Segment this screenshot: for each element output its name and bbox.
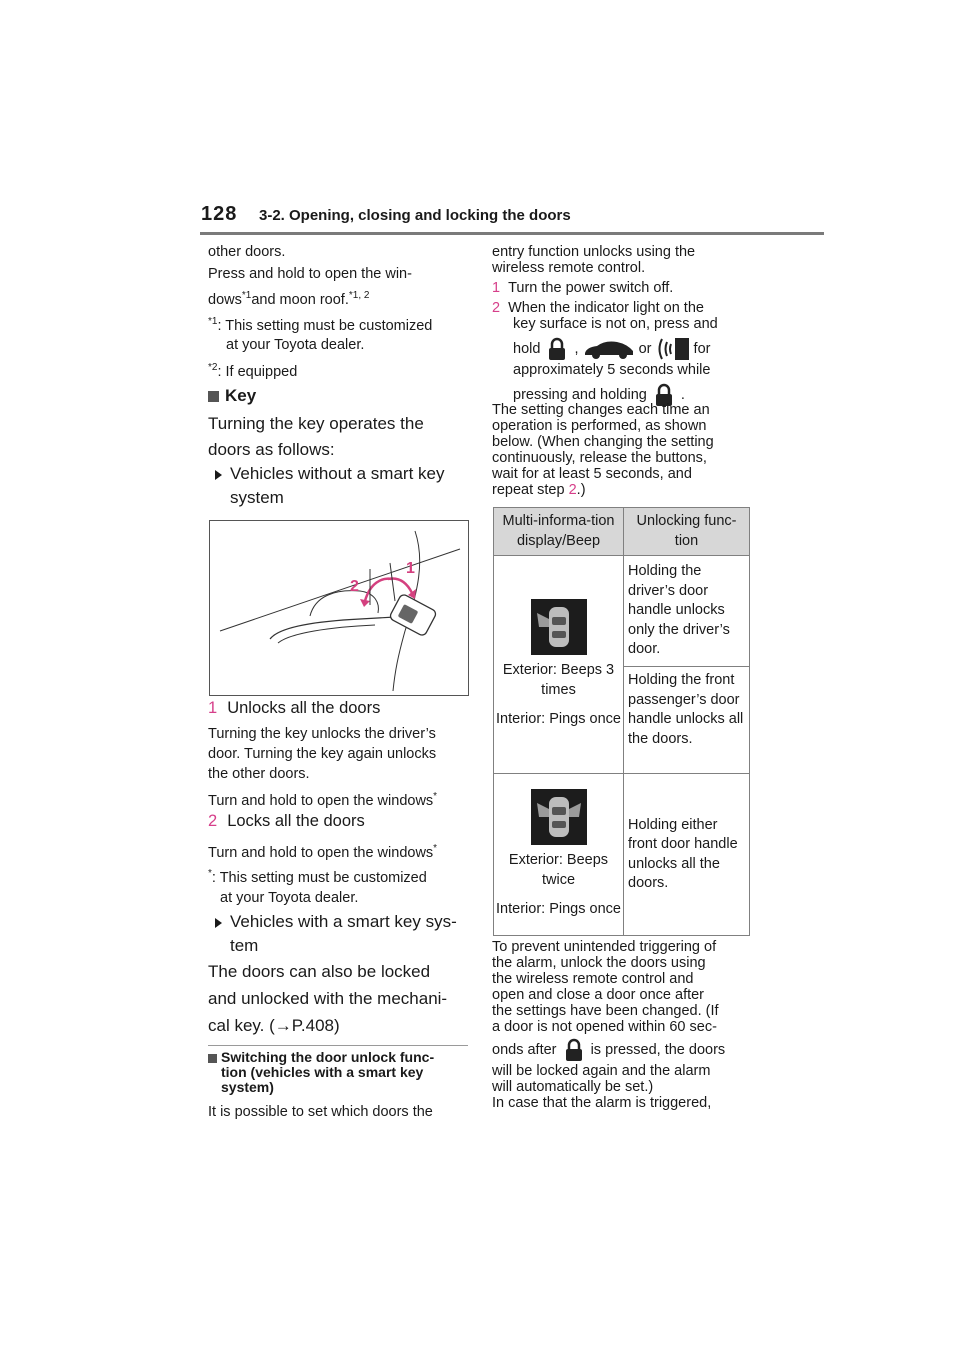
step-number: 2 bbox=[208, 812, 218, 830]
text-line: tem bbox=[230, 936, 259, 955]
paragraph-line: Press and hold to open the win- bbox=[208, 266, 412, 282]
text: Turn and hold to open the windows bbox=[208, 844, 434, 861]
bullet-line bbox=[215, 462, 475, 486]
text-line: the alarm, unlock the doors using bbox=[492, 955, 706, 971]
footnote-line bbox=[208, 314, 470, 334]
text: pressing and holding bbox=[513, 387, 647, 404]
text: , bbox=[574, 341, 579, 357]
table-header-row bbox=[494, 508, 750, 556]
table-cell-text: Exterior: Beeps 3 times bbox=[502, 662, 615, 698]
text-line bbox=[208, 1014, 470, 1038]
text: . bbox=[680, 387, 685, 404]
illustration-label-2: 2 bbox=[350, 578, 359, 595]
table-cell-text: Exterior: Beeps twice bbox=[508, 852, 609, 888]
text: : If equipped bbox=[217, 363, 298, 380]
heading-line: system) bbox=[221, 1079, 274, 1095]
table-cell-text: Interior: Pings once bbox=[496, 711, 621, 728]
step-line bbox=[492, 336, 754, 362]
table-row bbox=[494, 556, 750, 667]
text: for bbox=[693, 341, 711, 357]
text-line: The setting changes each time an bbox=[492, 402, 710, 418]
step-1-description bbox=[208, 724, 470, 784]
text: repeat step bbox=[492, 482, 565, 498]
heading-line: tion (vehicles with a smart key bbox=[221, 1064, 424, 1080]
text: onds after bbox=[492, 1042, 557, 1058]
text-line: entry function unlocks using the bbox=[492, 244, 696, 260]
table-cell bbox=[494, 556, 624, 774]
text-line: doors as follows: bbox=[208, 440, 335, 459]
door-handle-key-svg bbox=[210, 521, 468, 695]
text-line: and unlocked with the mechani- bbox=[208, 989, 448, 1008]
step-text: Unlocks all the doors bbox=[227, 699, 381, 717]
right-step-2 bbox=[492, 300, 754, 408]
text: : This setting must be customized bbox=[217, 317, 433, 334]
lock-icon bbox=[561, 1037, 587, 1063]
text-line: open and close a door once after bbox=[492, 987, 705, 1003]
unlock-function-table bbox=[493, 507, 750, 936]
text: .) bbox=[576, 482, 586, 498]
text-line: system bbox=[230, 488, 284, 507]
footnote-1 bbox=[208, 314, 470, 353]
header-rule bbox=[200, 232, 824, 235]
text: or bbox=[638, 341, 652, 357]
step-2-hold bbox=[208, 841, 470, 861]
heading-text: Key bbox=[225, 386, 257, 405]
exterior-beep-3-icon bbox=[531, 599, 587, 655]
step-line: key surface is not on, press and bbox=[513, 316, 718, 332]
footnote-ref: *1 bbox=[241, 290, 252, 301]
step-1 bbox=[208, 699, 470, 718]
arrow-bullet-icon bbox=[215, 918, 222, 928]
step-reference: 2 bbox=[568, 482, 577, 498]
section-title: 3-2. Opening, closing and locking the doors bbox=[259, 207, 571, 224]
mechanical-key-text bbox=[208, 960, 470, 1038]
car-top-view-icon bbox=[531, 599, 587, 655]
text-line: will be locked again and the alarm bbox=[492, 1063, 711, 1080]
footnote-mark: *1 bbox=[208, 316, 218, 327]
step-text: Turn the power switch off. bbox=[508, 280, 674, 296]
table-cell: Holding the front passenger’s door handle unlocks all the doors. bbox=[624, 667, 750, 774]
step-2 bbox=[208, 812, 470, 831]
text-line bbox=[492, 482, 754, 498]
entry-function-text bbox=[492, 244, 754, 276]
footnote-line bbox=[208, 866, 470, 886]
text-line: a door is not opened within 60 sec- bbox=[492, 1019, 717, 1035]
panic-alarm-icon bbox=[656, 336, 690, 362]
text-line: Turning the key operates the bbox=[208, 414, 424, 433]
footnote-ref: * bbox=[433, 791, 438, 802]
lock-icon bbox=[544, 336, 570, 362]
footnote-mark: *2 bbox=[208, 362, 218, 373]
text: Turn and hold to open the windows bbox=[208, 792, 434, 809]
step-number: 1 bbox=[492, 280, 501, 296]
page-reference-link[interactable]: P.408) bbox=[291, 1016, 340, 1035]
text-line: To prevent unintended triggering of bbox=[492, 939, 717, 955]
footnote-3 bbox=[208, 866, 470, 906]
text-line bbox=[492, 1037, 754, 1063]
key-text bbox=[208, 412, 470, 462]
exterior-beep-2-icon bbox=[531, 789, 587, 845]
square-bullet-icon bbox=[208, 391, 219, 402]
text-line: the settings have been changed. (If bbox=[492, 1003, 719, 1019]
footnote-line: at your Toyota dealer. bbox=[220, 889, 359, 906]
heading-line bbox=[208, 1050, 470, 1065]
text: hold bbox=[513, 341, 541, 357]
section-divider bbox=[208, 1045, 468, 1046]
text-line: below. (When changing the setting bbox=[492, 434, 714, 450]
switch-heading bbox=[208, 1050, 470, 1095]
step-text: Locks all the doors bbox=[227, 812, 365, 830]
paragraph-line bbox=[208, 287, 470, 309]
arrow-icon: → bbox=[274, 1016, 292, 1035]
text: cal key. ( bbox=[208, 1016, 275, 1035]
text-line: wait for at least 5 seconds, and bbox=[492, 466, 692, 482]
text-line: door. Turning the key again unlocks bbox=[208, 746, 437, 762]
step-1-hold bbox=[208, 789, 470, 809]
bullet-line bbox=[215, 910, 475, 934]
text-line: Turning the key unlocks the driver’s bbox=[208, 726, 436, 742]
text-line: The doors can also be locked bbox=[208, 962, 431, 981]
step-number: 2 bbox=[492, 300, 501, 316]
text: is pressed, the doors bbox=[590, 1042, 726, 1058]
arrow-bullet-icon bbox=[215, 470, 222, 480]
table-cell: Holding either front door handle unlocks all the doors. bbox=[624, 774, 750, 936]
footnote-ref: *1, 2 bbox=[348, 290, 370, 301]
text: dows bbox=[208, 291, 242, 308]
text-line: will automatically be set.) bbox=[492, 1079, 654, 1096]
table-cell: Holding the driver’s door handle unlocks only the driver’s door. bbox=[624, 556, 750, 667]
text-line: the wireless remote control and bbox=[492, 971, 694, 987]
footnote-line: at your Toyota dealer. bbox=[226, 336, 365, 353]
switch-text: It is possible to set which doors the bbox=[208, 1104, 433, 1120]
table-header: Unlocking func-tion bbox=[624, 508, 750, 556]
text-line: In case that the alarm is triggered, bbox=[492, 1095, 712, 1112]
table-cell-text: Interior: Pings once bbox=[496, 901, 621, 918]
car-top-view-icon bbox=[531, 789, 587, 845]
illustration-label-1: 1 bbox=[406, 560, 415, 577]
right-step-1 bbox=[492, 280, 754, 296]
step-number: 1 bbox=[208, 699, 218, 717]
setting-change-text bbox=[492, 402, 754, 498]
paragraph-press-hold bbox=[208, 265, 470, 309]
step-line bbox=[492, 300, 754, 316]
bullet-smart-key bbox=[215, 910, 475, 958]
footnote-ref: * bbox=[433, 843, 438, 854]
text-line: the other doors. bbox=[208, 766, 310, 782]
footnote-mark: * bbox=[208, 868, 212, 879]
paragraph-other-doors: other doors. bbox=[208, 244, 286, 260]
car-icon bbox=[583, 337, 635, 361]
table-row bbox=[494, 774, 750, 936]
table-cell bbox=[494, 774, 624, 936]
text-line: continuously, release the buttons, bbox=[492, 450, 707, 466]
step-line: approximately 5 seconds while bbox=[513, 362, 711, 379]
text: When the indicator light on the bbox=[508, 300, 704, 316]
text-line: wireless remote control. bbox=[492, 260, 646, 276]
footnote-2 bbox=[208, 360, 470, 380]
text: Vehicles without a smart key bbox=[230, 464, 445, 483]
bullet-no-smart-key bbox=[215, 462, 475, 510]
text: : This setting must be customized bbox=[211, 869, 427, 886]
text-line: operation is performed, as shown bbox=[492, 418, 707, 434]
text: and moon roof. bbox=[251, 291, 349, 308]
text: Switching the door unlock func- bbox=[221, 1049, 435, 1065]
key-heading bbox=[208, 386, 470, 406]
square-bullet-icon bbox=[208, 1054, 217, 1063]
text: Vehicles with a smart key sys- bbox=[230, 912, 457, 931]
key-door-illustration bbox=[209, 520, 469, 696]
alarm-text bbox=[492, 939, 754, 1111]
table-header: Multi-informa-tion display/Beep bbox=[494, 508, 624, 556]
page-number: 128 bbox=[201, 203, 238, 225]
